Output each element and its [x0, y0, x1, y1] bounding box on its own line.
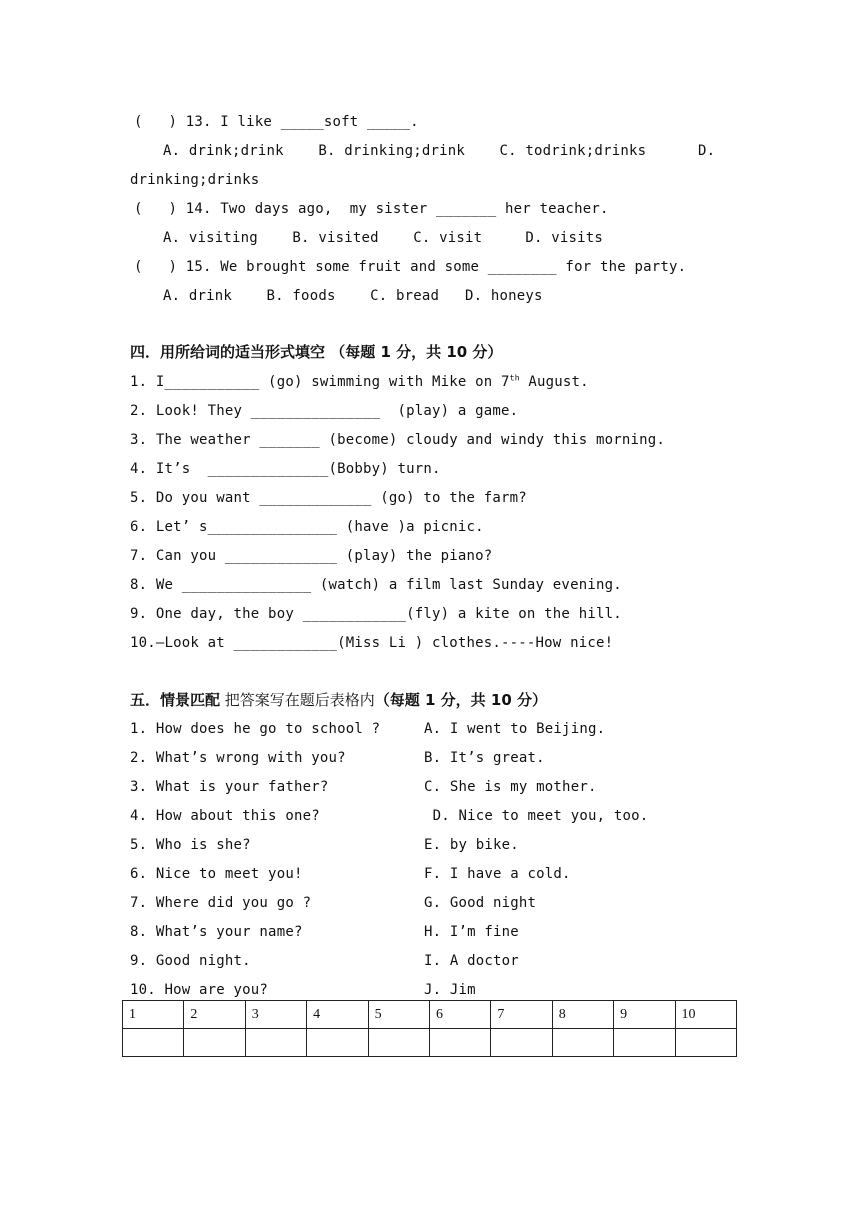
- match-answer-e: E. by bike.: [424, 837, 519, 853]
- answer-blank-cell[interactable]: [491, 1029, 552, 1057]
- answer-table-header-cell: 2: [184, 1001, 245, 1029]
- fill-item-1: 1. I___________ (go) swimming with Mike on 7th August.: [130, 373, 589, 390]
- answer-table-header-cell: 9: [614, 1001, 675, 1029]
- match-question-10: 10. How are you?: [130, 982, 269, 998]
- answer-table-header-cell: 4: [307, 1001, 368, 1029]
- question-15-options: A. drink B. foods C. bread D. honeys: [163, 288, 543, 304]
- answer-table-header-row: [123, 1001, 737, 1029]
- match-question-2: 2. What’s wrong with you?: [130, 750, 346, 766]
- answer-table-header-cell: 6: [429, 1001, 490, 1029]
- fill-item-10: 10.—Look at ____________(Miss Li ) clothes.----How nice!: [130, 635, 614, 651]
- question-15-stem: ( ) 15. We brought some fruit and some ________ for the party.: [134, 259, 687, 275]
- fill-item-7: 7. Can you _____________ (play) the piano?: [130, 548, 493, 564]
- match-question-1: 1. How does he go to school ?: [130, 721, 381, 737]
- answer-table-header-cell: 1: [123, 1001, 184, 1029]
- match-question-7: 7. Where did you go ?: [130, 895, 312, 911]
- question-13-options-wrap: drinking;drinks: [130, 172, 260, 188]
- answer-table-header-cell: 8: [552, 1001, 613, 1029]
- match-answer-h: H. I’m fine: [424, 924, 519, 940]
- answer-blank-cell[interactable]: [614, 1029, 675, 1057]
- section-5-title: 五．情景匹配 把答案写在题后表格内（每题 1 分，共 10 分）: [130, 691, 547, 709]
- fill-item-2: 2. Look! They _______________ (play) a game.: [130, 403, 519, 419]
- answer-table-header-cell: 7: [491, 1001, 552, 1029]
- question-13-stem: ( ) 13. I like _____soft _____.: [134, 114, 419, 130]
- match-question-9: 9. Good night.: [130, 953, 251, 969]
- fill-item-4: 4. It’s ______________(Bobby) turn.: [130, 461, 441, 477]
- answer-table-header-cell: 3: [245, 1001, 306, 1029]
- match-answer-g: G. Good night: [424, 895, 537, 911]
- answer-blank-cell[interactable]: [368, 1029, 429, 1057]
- match-answer-c: C. She is my mother.: [424, 779, 597, 795]
- answer-blank-cell[interactable]: [184, 1029, 245, 1057]
- match-answer-a: A. I went to Beijing.: [424, 721, 606, 737]
- answer-table-header-cell: 5: [368, 1001, 429, 1029]
- question-14-stem: ( ) 14. Two days ago, my sister _______ her teacher.: [134, 201, 609, 217]
- fill-item-8: 8. We _______________ (watch) a film last Sunday evening.: [130, 577, 622, 593]
- fill-item-9: 9. One day, the boy ____________(fly) a kite on the hill.: [130, 606, 622, 622]
- match-answer-f: F. I have a cold.: [424, 866, 571, 882]
- answer-table-header-cell: 10: [675, 1001, 736, 1029]
- fill-item-3: 3. The weather _______ (become) cloudy and windy this morning.: [130, 432, 665, 448]
- answer-blank-cell[interactable]: [552, 1029, 613, 1057]
- match-question-3: 3. What is your father?: [130, 779, 329, 795]
- question-14-options: A. visiting B. visited C. visit D. visits: [163, 230, 604, 246]
- match-answer-i: I. A doctor: [424, 953, 519, 969]
- answer-blank-cell[interactable]: [307, 1029, 368, 1057]
- match-answer-b: B. It’s great.: [424, 750, 545, 766]
- answer-table: [122, 1000, 737, 1057]
- fill-item-5: 5. Do you want _____________ (go) to the farm?: [130, 490, 527, 506]
- match-question-8: 8. What’s your name?: [130, 924, 303, 940]
- match-answer-j: J. Jim: [424, 982, 476, 998]
- match-question-6: 6. Nice to meet you!: [130, 866, 303, 882]
- section-4-title: 四．用所给词的适当形式填空 （每题 1 分，共 10 分）: [130, 343, 503, 361]
- match-question-4: 4. How about this one?: [130, 808, 320, 824]
- match-question-5: 5. Who is she?: [130, 837, 251, 853]
- answer-blank-cell[interactable]: [429, 1029, 490, 1057]
- match-answer-d: D. Nice to meet you, too.: [424, 808, 649, 824]
- question-13-options: A. drink;drink B. drinking;drink C. todrink;drinks D.: [163, 143, 716, 159]
- answer-blank-cell[interactable]: [675, 1029, 736, 1057]
- fill-item-6: 6. Let’ s_______________ (have )a picnic.: [130, 519, 484, 535]
- answer-blank-cell[interactable]: [245, 1029, 306, 1057]
- answer-blank-cell[interactable]: [123, 1029, 184, 1057]
- answer-table-blank-row: [123, 1029, 737, 1057]
